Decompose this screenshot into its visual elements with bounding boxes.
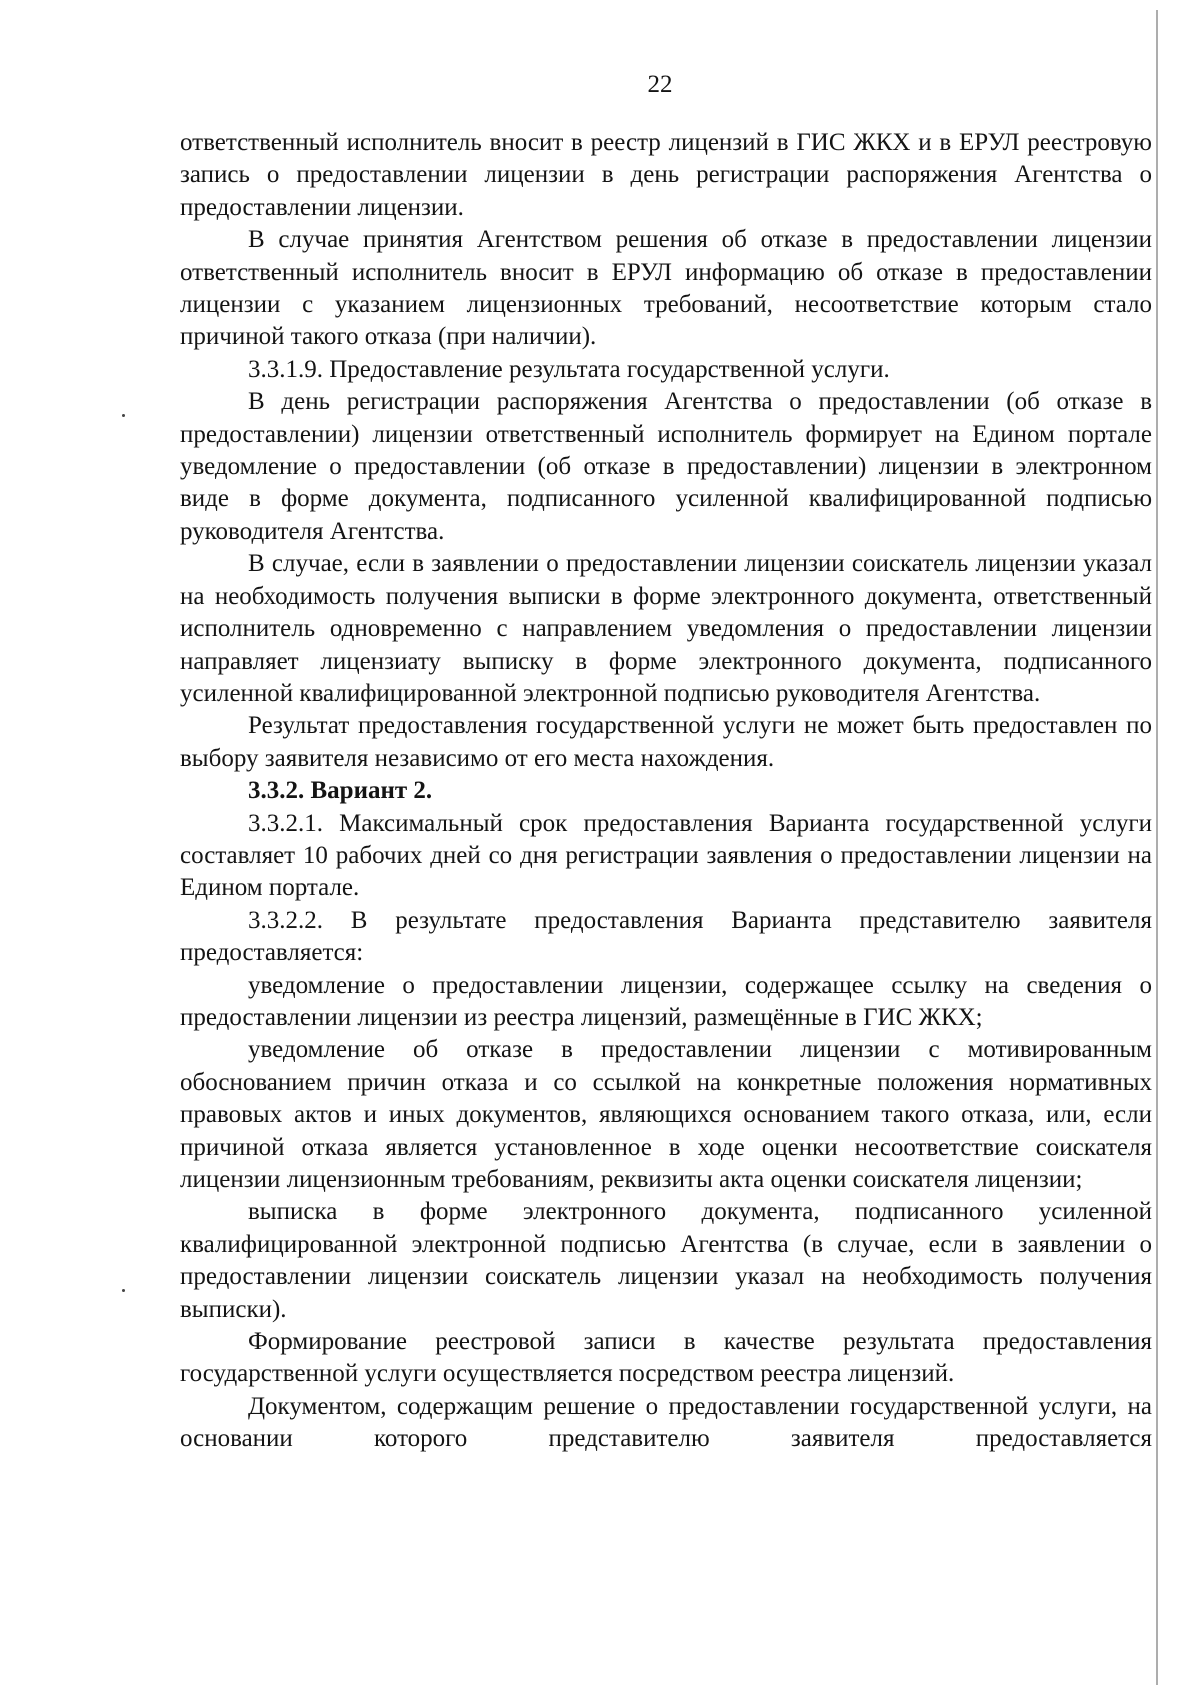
section-heading: 3.3.2. Вариант 2. xyxy=(248,777,433,805)
list-paragraph: выписка в форме электронного документа, подписанного усиленной квалифицированной электронной подписью Агентства (в случае, если в заявлении о предоставлении лицензии соискатель лицензии указал на необходимость получения выписки). xyxy=(180,1198,1152,1323)
scan-edge-line xyxy=(1156,10,1158,1685)
list-paragraph: уведомление о предоставлении лицензии, содержащее ссылку на сведения о предоставлении лицензии из реестра лицензий, размещённые в ГИС ЖКХ; xyxy=(180,971,1152,1031)
paragraph: В случае, если в заявлении о предоставлении лицензии соискатель лицензии указал на необходимость получения выписки в форме электронного документа, ответственный исполнитель одновременно с направлением уведомления о предоставлении лицензии направляет лицензиату выписку в форме электронного документа, подписанного усиленной квалифицированной электронной подписью руководителя Агентства. xyxy=(180,550,1152,707)
paragraph-cut: Документом, содержащим решение о предоставлении государственной услуги, на основании которого представителю заявителя предоставляется xyxy=(180,1392,1152,1453)
paragraph: В случае принятия Агентством решения об отказе в предоставлении лицензии ответственный исполнитель вносит в ЕРУЛ информацию об отказе в предоставлении лицензии с указанием лицензионных требований, несоответствие которым стало причиной такого отказа (при наличии). xyxy=(180,226,1152,351)
document-body xyxy=(180,127,1152,1456)
page-number: 22 xyxy=(647,71,673,98)
paragraph-continuation: ответственный исполнитель вносит в реестр лицензий в ГИС ЖКХ и в ЕРУЛ реестровую запись о предоставлении лицензии в день регистрации распоряжения Агентства о предоставлении лицензии. xyxy=(180,129,1152,221)
paragraph: 3.3.1.9. Предоставление результата государственной услуги. xyxy=(248,355,890,383)
scan-speck xyxy=(122,1289,125,1292)
scan-speck xyxy=(122,414,125,417)
paragraph: В день регистрации распоряжения Агентства о предоставлении (об отказе в предоставлении) лицензии ответственный исполнитель формирует на Едином портале уведомление о предоставлении (об отказе в предоставлении) лицензии в электронном виде в форме документа, подписанного усиленной квалифицированной подписью руководителя Агентства. xyxy=(180,388,1152,545)
paragraph: Формирование реестровой записи в качестве результата предоставления государственной услуги осуществляется посредством реестра лицензий. xyxy=(180,1328,1152,1388)
paragraph: 3.3.2.1. Максимальный срок предоставления Варианта государственной услуги составляет 10 рабочих дней со дня регистрации заявления о предоставлении лицензии на Едином портале. xyxy=(180,809,1152,902)
list-paragraph: уведомление об отказе в предоставлении лицензии с мотивированным обоснованием причин отказа и со ссылкой на конкретные положения нормативных правовых актов и иных документов, являющихся основанием такого отказа, или, если причиной отказа является установленное в ходе оценки несоответствие соискателя лицензии лицензионным требованиям, реквизиты акта оценки соискателя лицензии; xyxy=(180,1036,1152,1193)
paragraph: 3.3.2.2. В результате предоставления Варианта представителю заявителя предоставляется: xyxy=(180,906,1152,967)
paragraph: Результат предоставления государственной услуги не может быть предоставлен по выбору заявителя независимо от его места нахождения. xyxy=(180,712,1152,772)
